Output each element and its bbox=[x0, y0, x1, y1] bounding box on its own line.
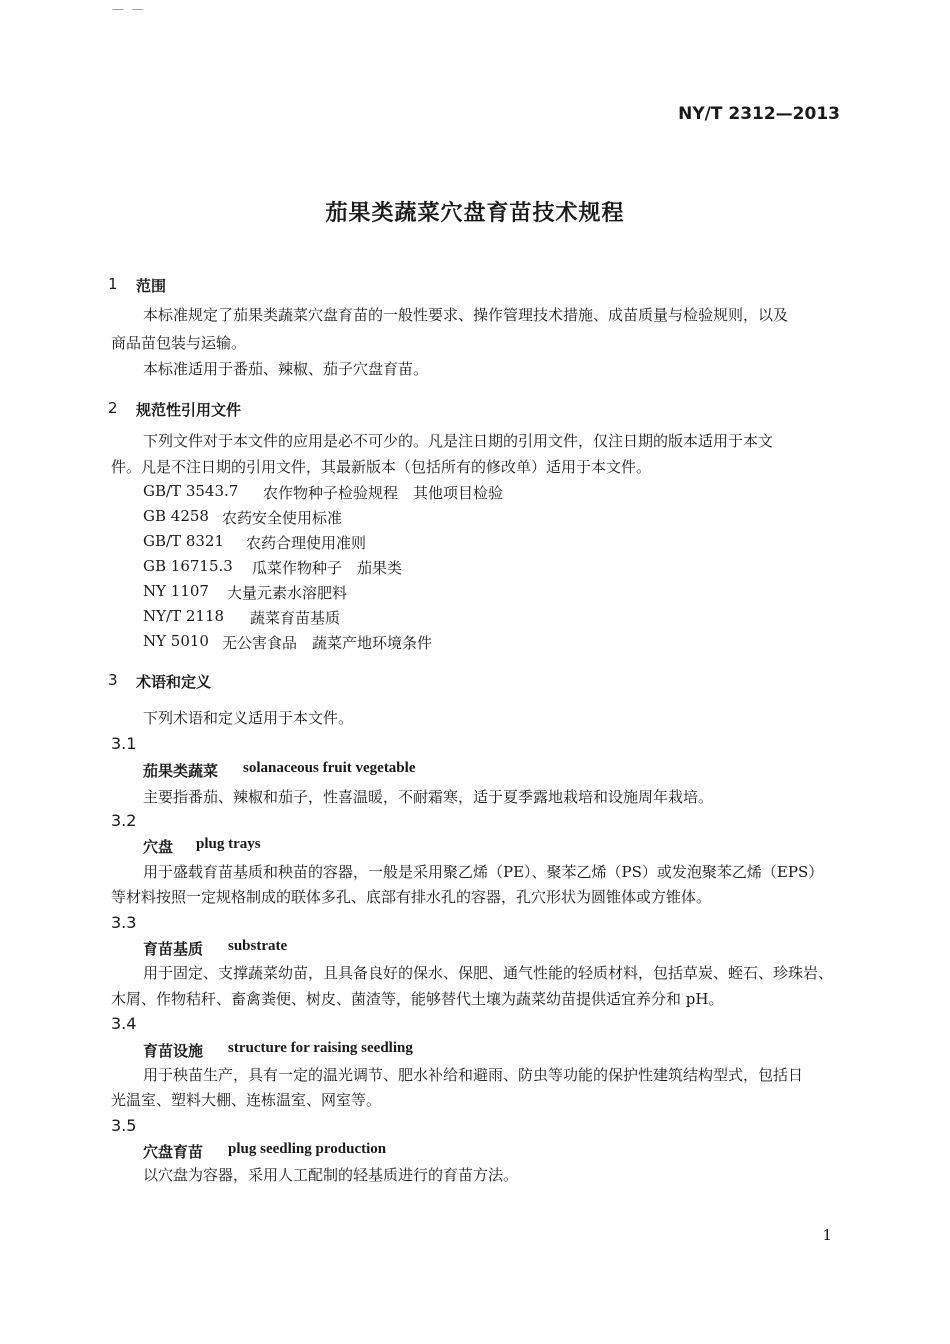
reference-code: GB/T 8321 bbox=[143, 532, 225, 550]
term-number: 3.3 bbox=[111, 913, 137, 932]
section-3-number: 3 bbox=[108, 671, 118, 689]
term-chinese: 育苗设施 bbox=[143, 1042, 204, 1060]
section-1-number: 1 bbox=[108, 275, 118, 293]
term-chinese: 穴盘育苗 bbox=[143, 1143, 204, 1161]
page-number: 1 bbox=[822, 1226, 832, 1244]
term-definition-line-2: 木屑、作物秸秆、畜禽粪便、树皮、菌渣等，能够替代土壤为蔬菜幼苗提供适宜养分和 pH。 bbox=[111, 990, 724, 1008]
top-marks: — — bbox=[112, 2, 146, 16]
reference-code: NY/T 2118 bbox=[143, 607, 225, 625]
section-1-paragraph-1-line-1: 本标准规定了茄果类蔬菜穴盘育苗的一般性要求、操作管理技术措施、成苗质量与检验规则，以及 bbox=[143, 306, 789, 324]
reference-title: 农药安全使用标准 bbox=[222, 509, 343, 527]
section-2-paragraph-line-1: 下列文件对于本文件的应用是必不可少的。凡是注日期的引用文件，仅注日期的版本适用于本文 bbox=[143, 432, 774, 450]
reference-code: GB/T 3543.7 bbox=[143, 482, 239, 500]
term-definition-line-1: 以穴盘为容器，采用人工配制的轻基质进行的育苗方法。 bbox=[143, 1166, 519, 1184]
term-english: plug seedling production bbox=[228, 1141, 387, 1157]
reference-title: 大量元素水溶肥料 bbox=[227, 584, 348, 602]
term-definition-line-2: 光温室、塑料大棚、连栋温室、网室等。 bbox=[111, 1091, 382, 1109]
term-definition-line-2: 等材料按照一定规格制成的联体多孔、底部有排水孔的容器，孔穴形状为圆锥体或方锥体。 bbox=[111, 888, 712, 906]
term-number: 3.2 bbox=[111, 811, 137, 830]
term-definition-line-1: 主要指番茄、辣椒和茄子，性喜温暖，不耐霜寒，适于夏季露地栽培和设施周年栽培。 bbox=[143, 788, 714, 806]
document-title: 茄果类蔬菜穴盘育苗技术规程 bbox=[325, 201, 625, 226]
term-number: 3.5 bbox=[111, 1116, 137, 1135]
section-1-paragraph-1-line-2: 商品苗包装与运输。 bbox=[111, 334, 247, 352]
reference-title: 农作物种子检验规程 其他项目检验 bbox=[263, 484, 504, 502]
section-1-paragraph-2: 本标准适用于番茄、辣椒、茄子穴盘育苗。 bbox=[143, 360, 429, 378]
term-chinese: 穴盘 bbox=[143, 838, 174, 856]
term-english: structure for raising seedling bbox=[228, 1040, 413, 1056]
term-definition-line-1: 用于秧苗生产，具有一定的温光调节、肥水补给和避雨、防虫等功能的保护性建筑结构型式，包括日 bbox=[143, 1066, 804, 1084]
section-3-title: 术语和定义 bbox=[136, 673, 212, 691]
term-definition-line-1: 用于盛载育苗基质和秧苗的容器，一般是采用聚乙烯（PE）、聚苯乙烯（PS）或发泡聚苯乙烯（EPS） bbox=[143, 863, 824, 881]
standard-number: NY/T 2312—2013 bbox=[678, 104, 840, 124]
term-english: solanaceous fruit vegetable bbox=[243, 760, 416, 776]
reference-title: 瓜菜作物种子 茄果类 bbox=[252, 559, 403, 577]
term-definition-line-1: 用于固定、支撑蔬菜幼苗，且具备良好的保水、保肥、通气性能的轻质材料，包括草炭、蛭石、珍珠岩、 bbox=[143, 964, 834, 982]
section-2-paragraph-line-2: 件。凡是不注日期的引用文件，其最新版本（包括所有的修改单）适用于本文件。 bbox=[111, 458, 652, 476]
reference-code: NY 1107 bbox=[143, 582, 209, 600]
section-2-title: 规范性引用文件 bbox=[136, 401, 242, 419]
section-2-number: 2 bbox=[108, 399, 118, 417]
reference-title: 蔬菜育苗基质 bbox=[250, 609, 341, 627]
reference-code: NY 5010 bbox=[143, 632, 209, 650]
reference-title: 无公害食品 蔬菜产地环境条件 bbox=[222, 634, 433, 652]
term-english: plug trays bbox=[196, 836, 261, 852]
term-chinese: 育苗基质 bbox=[143, 940, 204, 958]
term-chinese: 茄果类蔬菜 bbox=[143, 762, 219, 780]
reference-code: GB 4258 bbox=[143, 507, 209, 525]
reference-title: 农药合理使用准则 bbox=[246, 534, 367, 552]
section-1-title: 范围 bbox=[136, 277, 167, 295]
section-3-intro: 下列术语和定义适用于本文件。 bbox=[143, 709, 354, 727]
term-number: 3.1 bbox=[111, 734, 137, 753]
term-english: substrate bbox=[228, 938, 288, 954]
term-number: 3.4 bbox=[111, 1014, 137, 1033]
reference-code: GB 16715.3 bbox=[143, 557, 233, 575]
